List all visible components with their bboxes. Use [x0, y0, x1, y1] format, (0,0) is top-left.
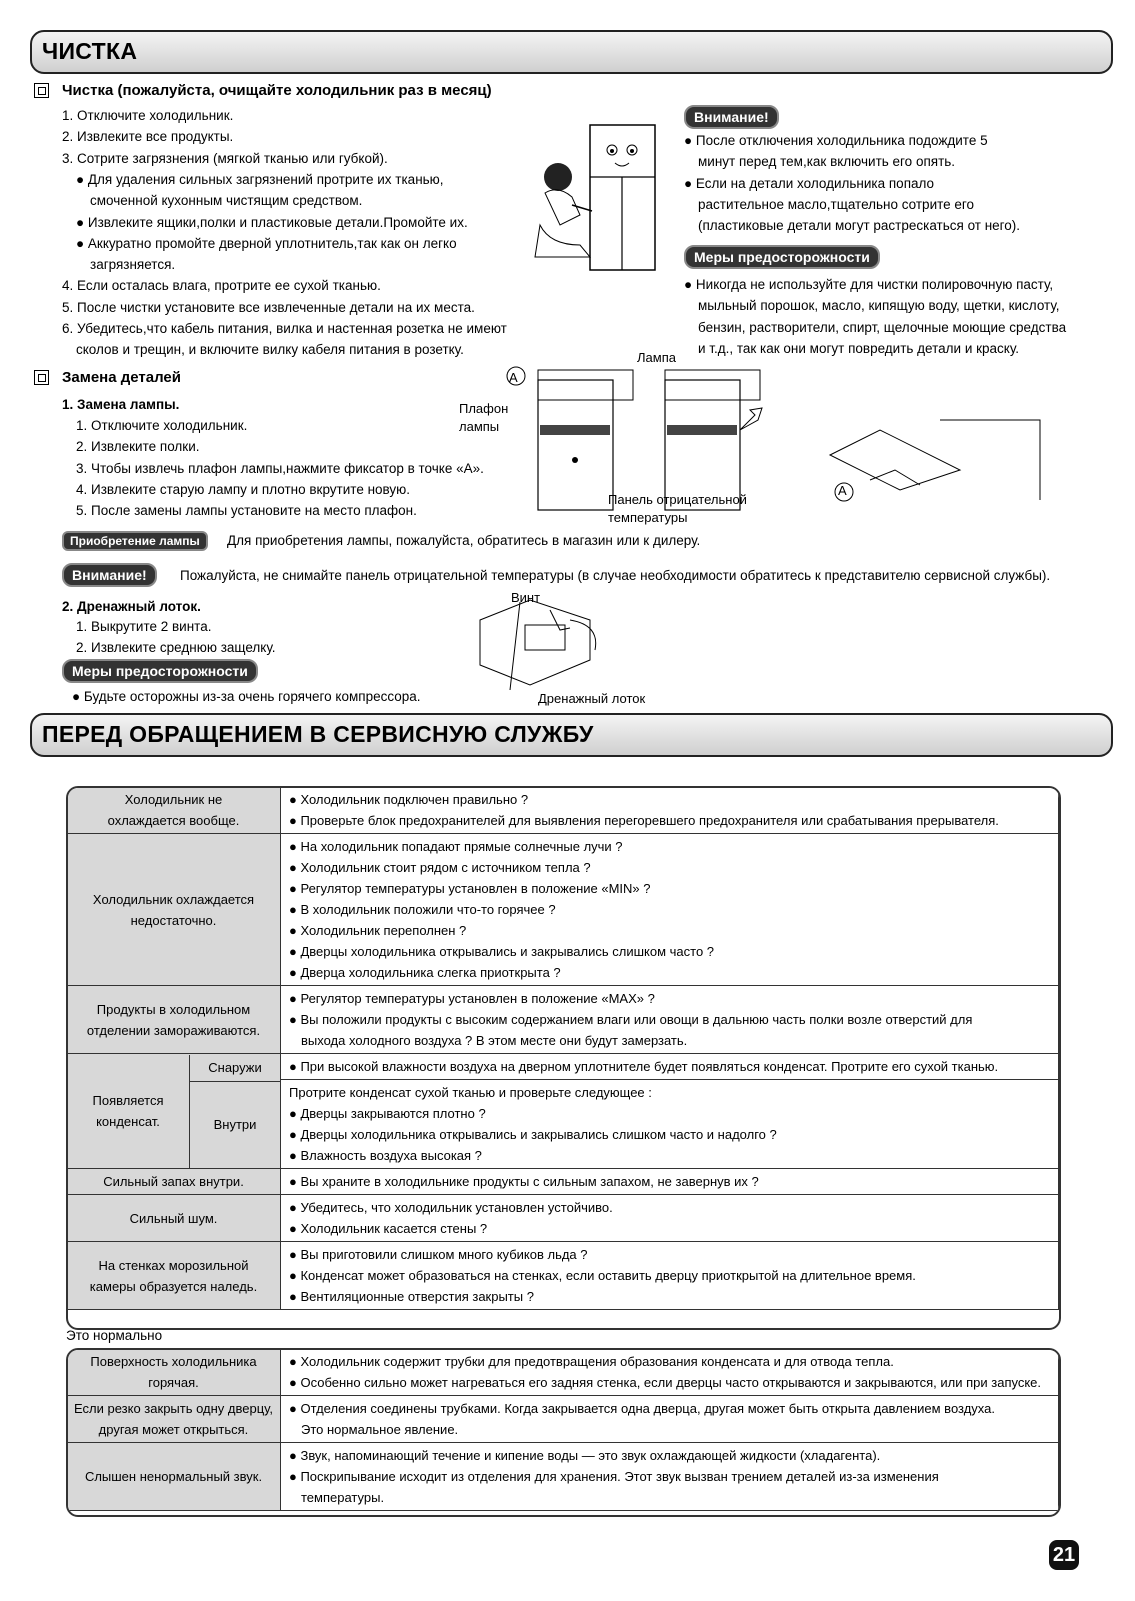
precautions-badge: Меры предосторожности: [684, 245, 880, 269]
cell-line: ● Убедитесь, что холодильник установлен устойчиво.: [289, 1200, 613, 1215]
text-line: ● Для удаления сильных загрязнений протрите их тканью,: [76, 171, 444, 187]
text-line: мыльный порошок, масло, кипящую воду, щетки, кислоту,: [698, 298, 1060, 314]
cell-line: Это нормальное явление.: [301, 1422, 459, 1437]
cell-line: конденсат.: [96, 1114, 160, 1129]
cell-line: ● Звук, напоминающий течение и кипение воды — это звук охлаждающей жидкости (хладагента).: [289, 1448, 881, 1463]
cell-line: ● Влажность воздуха высокая ?: [289, 1148, 482, 1163]
check-cell: [281, 986, 1059, 1054]
cell-line: На стенках морозильной: [98, 1257, 249, 1273]
symptom-cell: [67, 1054, 281, 1169]
table-row: [67, 986, 1059, 1054]
check-cell: [281, 1195, 1059, 1242]
purchase-text: Для приобретения лампы, пожалуйста, обратитесь в магазин или к дилеру.: [227, 533, 701, 548]
cell-line: ● Отделения соединены трубками. Когда закрывается одна дверца, другая может быть открыта давлением воздуха.: [289, 1401, 995, 1416]
text-line: 1. Отключите холодильник.: [76, 418, 248, 433]
table-row: [67, 1195, 1059, 1242]
label-point-a: A: [509, 370, 518, 385]
lamp-title: 1. Замена лампы.: [62, 397, 180, 412]
cell-line: горячая.: [148, 1375, 199, 1390]
check-cell: [281, 1054, 1059, 1080]
text-line: сколов и трещин, и включите вилку кабеля питания в розетку.: [76, 342, 464, 358]
drain-diagram: [470, 590, 620, 700]
check-cell: [281, 1396, 1059, 1443]
table-row: [67, 1242, 1059, 1310]
cell-line: выхода холодного воздуха ? В этом месте они будут замерзать.: [301, 1033, 688, 1048]
cell-line: ● Дверцы холодильника открывались и закрывались слишком часто и надолго ?: [289, 1127, 777, 1142]
symptom-cell: [67, 787, 281, 834]
cell-line: ● Дверцы закрываются плотно ?: [289, 1106, 486, 1121]
symptom-cell: [67, 1242, 281, 1310]
cleaning-title: ЧИСТКА: [42, 38, 138, 64]
checkbox-icon: [34, 370, 49, 385]
table-row: [67, 1349, 1059, 1396]
cell-line: отделении замораживаются.: [86, 1022, 261, 1038]
cell-line: ● Холодильник стоит рядом с источником тепла ?: [289, 860, 591, 875]
cell-line: охлаждается вообще.: [107, 813, 240, 828]
lamp-diagram: [500, 360, 1060, 520]
cell-line: Холодильник охлаждается: [92, 891, 255, 907]
symptom-cell: [67, 1396, 281, 1443]
text-line: ● После отключения холодильника подождите 5: [684, 133, 988, 148]
text-line: 2. Извлеките все продукты.: [62, 129, 234, 145]
table-row: [67, 787, 1059, 834]
cell-line: Продукты в холодильном: [96, 1001, 251, 1017]
cleaning-banner: [30, 30, 1113, 74]
symptom-cell: [67, 834, 281, 986]
text-line: 2. Извлеките среднюю защелку.: [76, 640, 276, 656]
text-line: минут перед тем,как включить его опять.: [698, 154, 956, 170]
precautions-badge-2: Меры предосторожности: [62, 659, 258, 683]
cell-line: ● Холодильник переполнен ?: [289, 923, 467, 938]
label-cover-2: лампы: [459, 419, 500, 434]
text-line: ● Аккуратно промойте дверной уплотнитель,так как он легко: [76, 235, 457, 251]
cell-line: ● Вы приготовили слишком много кубиков льда ?: [289, 1247, 588, 1262]
cell-line: Слышен ненормальный звук.: [84, 1469, 263, 1484]
panel-attention-text: Пожалуйста, не снимайте панель отрицательной температуры (в случае необходимости обратитесь к представителю сервисной службы).: [180, 568, 1051, 583]
text-line: растительное масло,тщательно сотрите его: [698, 196, 975, 212]
cell-line: ● Холодильник подключен правильно ?: [289, 792, 529, 807]
text-line: 5. После замены лампы установите на место плафон.: [76, 503, 417, 519]
text-line: 1. Отключите холодильник.: [62, 108, 234, 123]
check-cell: [281, 834, 1059, 986]
cell-line: температуры.: [301, 1490, 385, 1505]
symptom-cell: [67, 986, 281, 1054]
text-line: (пластиковые детали могут растрескаться от него).: [698, 218, 1021, 234]
check-cell: [281, 1242, 1059, 1310]
cell-line: Протрите конденсат сухой тканью и проверьте следующее :: [289, 1085, 652, 1100]
cell-line: Если резко закрыть одну дверцу,: [74, 1401, 273, 1416]
symptom-cell: [67, 1443, 281, 1511]
normal-table-box: [66, 1348, 1061, 1517]
cell-line: ● Дверцы холодильника открывались и закрывались слишком часто ?: [289, 944, 715, 959]
table-row: [67, 1396, 1059, 1443]
troubleshooting-table: [66, 786, 1059, 1310]
cell-line: ● При высокой влажности воздуха на дверном уплотнителе будет появляться конденсат. Протрите его сухой тканью.: [289, 1059, 999, 1074]
label-screw: Винт: [511, 590, 541, 605]
drain-title: 2. Дренажный лоток.: [62, 599, 201, 614]
cell-line: ● Вентиляционные отверстия закрыты ?: [289, 1289, 534, 1304]
text-line: 5. После чистки установите все извлеченные детали на их места.: [62, 299, 475, 315]
cell-line: Появляется: [92, 1093, 164, 1108]
label-lamp: Лампа: [637, 350, 676, 365]
parts-heading: Замена деталей: [62, 369, 181, 386]
text-line: 4. Извлеките старую лампу и плотно вкрутите новую.: [76, 481, 411, 497]
cell-line: Сильный запах внутри.: [103, 1174, 244, 1189]
text-line: ● Если на детали холодильника попало: [684, 175, 935, 191]
text-line: 2. Извлеките полки.: [76, 439, 200, 455]
normal-label: Это нормально: [66, 1328, 163, 1343]
table-row: [67, 834, 1059, 986]
cell-line: Поверхность холодильника: [90, 1354, 257, 1369]
service-banner: [30, 713, 1113, 757]
cell-line: недостаточно.: [130, 912, 217, 928]
check-cell: [281, 1169, 1059, 1195]
check-cell: [281, 787, 1059, 834]
text-line: 3. Сотрите загрязнения (мягкой тканью или губкой).: [62, 150, 388, 166]
label-cover-1: Плафон: [459, 401, 509, 416]
checkbox-icon: [34, 83, 49, 98]
purchase-badge: Приобретение лампы: [62, 531, 208, 551]
cell-line: ● Вы положили продукты с высоким содержанием влаги или овощи в дальнюю часть полки возле отверстий для: [289, 1012, 973, 1027]
symptom-cell: [67, 1195, 281, 1242]
page-number: 21: [1049, 1540, 1079, 1570]
text-line: смоченной кухонным чистящим средством.: [90, 193, 363, 209]
text-line: ● Извлеките ящики,полки и пластиковые детали.Промойте их.: [76, 214, 468, 230]
text-line: загрязняется.: [90, 257, 176, 273]
text-line: 6. Убедитесь,что кабель питания, вилка и настенная розетка не имеют: [62, 321, 507, 336]
cell-line: ● На холодильник попадают прямые солнечные лучи ?: [289, 839, 623, 854]
check-cell: [281, 1349, 1059, 1396]
table-row: [67, 1443, 1059, 1511]
cell-line: ● Конденсат может образоваться на стенках, если оставить дверцу приоткрытой на длительное время.: [289, 1268, 916, 1283]
cell-line: ● Холодильник касается стены ?: [289, 1221, 488, 1236]
symptom-cell: [67, 1169, 281, 1195]
check-cell: [281, 1443, 1059, 1511]
attention-badge-2: Внимание!: [62, 563, 157, 587]
cell-line: Сильный шум.: [129, 1210, 218, 1226]
label-panel-1: Панель отрицательной: [608, 492, 747, 507]
text-line: 1. Выкрутите 2 винта.: [76, 619, 212, 634]
cell-line: камеры образуется наледь.: [89, 1278, 258, 1294]
troubleshooting-table-box: [66, 786, 1061, 1330]
outside-label: Снаружи: [190, 1055, 281, 1082]
cell-line: Холодильник не: [124, 792, 223, 807]
service-title: ПЕРЕД ОБРАЩЕНИЕМ В СЕРВИСНУЮ СЛУЖБУ: [42, 721, 594, 747]
table-row: [67, 1169, 1059, 1195]
table-row: [67, 1054, 1059, 1080]
text-line: и т.д., так как они могут повредить детали и краску.: [698, 340, 1019, 356]
inside-label: Внутри: [190, 1081, 281, 1168]
attention-badge: Внимание!: [684, 105, 779, 129]
cell-line: ● Поскрипывание исходит из отделения для хранения. Этот звук вызван трением деталей из-за изменения: [289, 1469, 939, 1484]
cell-line: ● Холодильник содержит трубки для предотвращения образования конденсата и для отвода тепла.: [289, 1354, 894, 1369]
symptom-cell: [67, 1349, 281, 1396]
cell-line: ● Регулятор температуры установлен в положение «MIN» ?: [289, 881, 651, 896]
cell-line: ● В холодильник положили что-то горячее ?: [289, 902, 556, 917]
cleaning-heading: Чистка (пожалуйста, очищайте холодильник раз в месяц): [62, 82, 492, 99]
text-line: ● Никогда не используйте для чистки полировочную пасту,: [684, 277, 1054, 292]
cell-line: ● Регулятор температуры установлен в положение «MAX» ?: [289, 991, 655, 1006]
check-cell: [281, 1080, 1059, 1169]
cleaning-illustration: [520, 115, 670, 275]
text-line: бензин, растворители, спирт, щелочные моющие средства: [698, 319, 1067, 335]
label-tray: Дренажный лоток: [538, 691, 646, 706]
cell-line: другая может открыться.: [98, 1422, 249, 1437]
label-point-a-2: A: [838, 483, 847, 498]
cell-line: ● Проверьте блок предохранителей для выявления перегоревшего предохранителя или срабатывания прерывателя.: [289, 813, 999, 828]
cell-line: ● Дверца холодильника слегка приоткрыта ?: [289, 965, 561, 980]
normal-table: [66, 1348, 1059, 1511]
drain-warning: ● Будьте осторожны из-за очень горячего компрессора.: [72, 689, 421, 704]
label-panel-2: температуры: [608, 510, 688, 525]
cell-line: ● Вы храните в холодильнике продукты с сильным запахом, не завернув их ?: [289, 1174, 759, 1189]
cell-line: ● Особенно сильно может нагреваться его задняя стенка, если дверцы часто открываются и закрываются, или при запуске.: [289, 1375, 1042, 1390]
text-line: 4. Если осталась влага, протрите ее сухой тканью.: [62, 278, 381, 294]
text-line: 3. Чтобы извлечь плафон лампы,нажмите фиксатор в точке «А».: [76, 460, 484, 476]
